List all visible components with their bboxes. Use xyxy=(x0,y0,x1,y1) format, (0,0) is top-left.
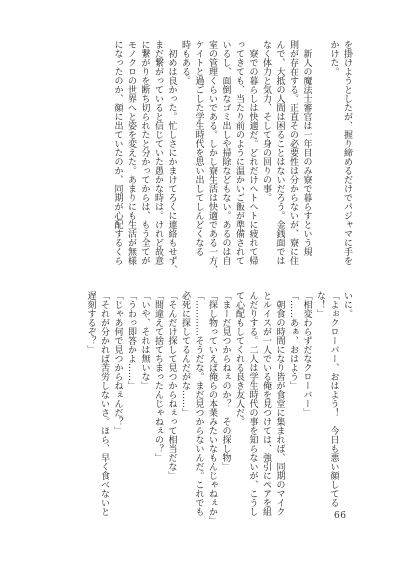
text-line: 寮での暮らしは快適だ。どれだけヘトヘトに疲れて帰 xyxy=(247,40,258,265)
dialogue-line: 「相変わらずだなクローバー」 xyxy=(301,291,312,417)
text-line: になったのか、顔に出ていたのか、同期が心配するくら xyxy=(112,40,123,265)
dialogue-line: 「……あぁ、おはよう」 xyxy=(288,291,298,390)
dialogue-line: 必死に探してるんだがな……」 xyxy=(180,291,190,417)
page-number: 66 xyxy=(334,511,347,521)
dialogue-line: 「まーだ見つからねぇのか？ その探し物」 xyxy=(220,291,231,471)
dialogue-line: 「いや、それは無いな」 xyxy=(139,291,150,390)
dialogue-line: 「じゃあ何で見つからねぇんだ？」 xyxy=(112,291,123,435)
dialogue-line: 「探し物っていえば俺らの本業みたいなもんじゃねぇか」 xyxy=(207,291,217,525)
text-line: 室の管理くらいである。しかし寮生活は快適である一方、 xyxy=(207,40,217,274)
text-line: かけた。 xyxy=(328,40,339,76)
lower-text-block xyxy=(81,291,353,527)
text-line: なく体力と気力、そして身の回りの事。 xyxy=(261,40,271,202)
text-line: 初めは良かった。忙しさにかまけてろくに連絡もせず、 xyxy=(166,40,177,274)
dialogue-line: 遅刻するぞ？」 xyxy=(85,291,96,354)
text-line: とルイスが一人でいる俺を見つけては、強引にペアを組 xyxy=(261,291,271,516)
text-line: いるし、面倒なゴミ出しや掃除などもない。あるのは自 xyxy=(220,40,231,265)
text-line: 時もある。 xyxy=(180,40,190,85)
upper-text-block xyxy=(81,40,353,276)
text-line: いに。 xyxy=(342,291,352,318)
text-line: んで、大抵の人間は困ることはないだろう。金銭面では xyxy=(274,40,285,265)
text-line: 則が存在する。正直その必要性は分からないが、寮に住 xyxy=(288,40,298,265)
dialogue-line: な！」 xyxy=(315,291,325,318)
text-line: んだりする。二人は学生時代の事を知らないが、こうし xyxy=(247,291,258,516)
text-line: ってきても、当たり前のように温かいご飯が準備されて xyxy=(234,40,244,265)
dialogue-line: 「よぉクローバー、おはよう！ 今日も悪い顔してる xyxy=(328,291,339,507)
dialogue-line: 「そんだけ探して見つからねぇって相当だな」 xyxy=(166,291,177,480)
dialogue-line: 「うわっ即答かよ……」 xyxy=(126,291,136,390)
text-line: 朝食の時間になり皆が食堂に集まれば、同期のマイク xyxy=(274,291,285,516)
text-line: モノクロの世界へと姿を変えた。あまりにも生活が無様 xyxy=(126,40,136,265)
text-line: に繋がりを断ち切られたと分かってからは、もう全てが xyxy=(139,40,150,265)
text-line: て心配もしてくれる良き友人だ。 xyxy=(234,291,244,426)
text-line: 新人の魔法士審官は一年目のみ寮で暮らすという規 xyxy=(301,40,312,256)
text-line: を掛けようとしたが、握り締めるだけでパジャマに手を xyxy=(342,40,352,265)
dialogue-line: 「それが分かれば苦労しないさ。ほら、早く食べないと xyxy=(99,291,109,516)
text-line: ケイトと過ごした学生時代を思い出してしんどくなる xyxy=(193,40,204,256)
text-line: まだ繋がっていると信じていた愚かな時は。けれど故意 xyxy=(153,40,163,265)
scene-break xyxy=(313,40,327,41)
dialogue-line: 「…………そうだな。まだ見つからないんだ。これでも xyxy=(193,291,204,516)
dialogue-line: 「間違えて捨てちまったんじゃねぇの？」 xyxy=(153,291,163,462)
